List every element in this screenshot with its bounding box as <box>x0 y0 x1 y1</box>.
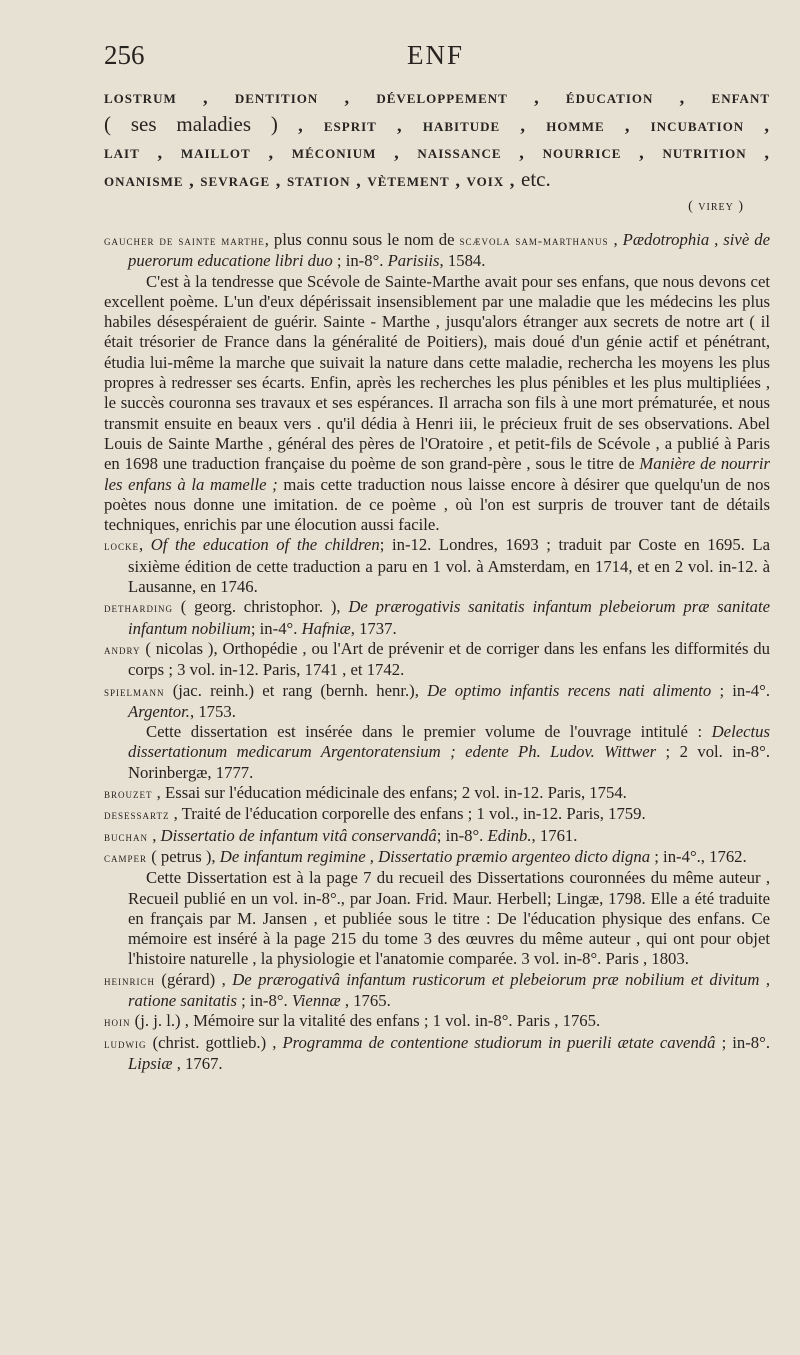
entry-text: ; in-4°. <box>711 680 770 700</box>
entry-text: ; in-12. Londres, 1693 ; traduit par Coste en 1695. La sixième édition de cette traduction a paru en 1 vol. à Amsterdam, en 1714, et en 2 vol. in-12. à Lausanne, en 1746. <box>128 535 770 597</box>
entry-text: ; in-4°. <box>250 618 302 638</box>
entry-text: , <box>139 535 151 555</box>
crossref-line-4-text: onanisme , sevrage , station , vètement , voix , <box>104 170 521 190</box>
entry-place: Argentor. <box>128 701 190 721</box>
entry-text: , <box>608 230 623 249</box>
crossref-line-2 <box>104 111 770 139</box>
page-number: 256 <box>104 40 145 70</box>
entry-place: Parisiis <box>387 251 440 271</box>
entry-year: , 1761. <box>531 825 578 845</box>
entry-author: camper <box>104 850 148 865</box>
entry-text: (j. j. l.) , Mémoire sur la vitalité des enfans ; 1 vol. in-8°. Paris , 1765. <box>130 1011 601 1031</box>
entry-text: ; in-8°. <box>332 251 388 271</box>
paragraph-title: Manière de nourrir les enfans à la mamelle ; <box>104 454 770 494</box>
bib-entry-brouzet <box>104 783 770 804</box>
commentary-paragraph <box>104 272 770 536</box>
bib-note-camper <box>104 868 770 969</box>
crossref-etc: etc. <box>521 167 551 191</box>
entry-text: (jac. reinh.) et rang (bernh. henr.), <box>164 680 428 700</box>
entry-text: (christ. gottlieb.) , <box>146 1032 283 1052</box>
entry-title: Of the education of the children <box>150 535 380 555</box>
entry-title: De prærogativis sanitatis infantum plebeiorum præ sanitate infantum nobilium <box>128 597 770 638</box>
entry-title: Pædotrophia , sivè de puerorum educatione libri duo <box>128 230 770 271</box>
entry-year: , 1765. <box>340 990 391 1010</box>
entry-year: , 1737. <box>350 618 397 638</box>
bib-entry-hoin <box>104 1011 770 1032</box>
bib-entry-andry <box>104 639 770 681</box>
entry-author: hoin <box>104 1015 131 1030</box>
bibliography <box>104 230 770 1074</box>
note-text: Cette dissertation est insérée dans le premier volume de l'ouvrage intitulé : <box>146 722 712 742</box>
bib-entry-desessartz <box>104 804 770 825</box>
entry-place: Hafniæ <box>301 618 351 638</box>
entry-text: ( petrus ), <box>147 846 220 866</box>
bib-entry-buchan <box>104 826 770 847</box>
entry-author: detharding <box>104 601 173 616</box>
entry-text: ; in-8°. <box>436 825 488 845</box>
crossref-line-4 <box>104 166 770 194</box>
entry-author: desessartz <box>104 808 170 823</box>
bib-entry-spielmann <box>104 681 770 723</box>
running-head: ENF <box>407 40 465 70</box>
entry-year: , 1767. <box>172 1053 223 1073</box>
entry-text: ( georg. christophor. ), <box>173 597 349 617</box>
paragraph-text-end: mais cette traduction nous laisse encore à désirer que quelqu'un de nos poètes nous donne une imitation. de ce poème , où l'on est surpris de trouver tant de détails techniques, enrichis par une élocution aussi facile. <box>104 474 770 535</box>
entry-title: De prærogativâ infantum rusticorum et plebeiorum præ nobilium et divitum , ratione sanitatis <box>128 969 770 1010</box>
entry-text: , Traité de l'éducation corporelle des enfans ; 1 vol., in-12. Paris, 1759. <box>169 804 646 824</box>
note-text: Cette Dissertation est à la page 7 du recueil des Dissertations couronnées du même auteur , Recueil publié en un vol. in-8°., par Joan. Frid. Maur. Herbell; Lingæ, 1798. Elle a été traduite en français par M. Jansen , et publiée sous le titre : De l'éducation physique des enfans. Ce mémoire est inséré à la page 215 du tome 3 des œuvres du même auteur , qui ont pour objet l'histoire naturelle , la physiologie et l'anatomie comparée. 3 vol. in-8°. Paris , 1803. <box>128 868 770 969</box>
article-author: ( virey ) <box>688 199 744 214</box>
bib-entry-heinrich <box>104 970 770 1012</box>
entry-title: Dissertatio de infantum vitâ conservandâ <box>160 825 437 845</box>
entry-text: ; in-4°., 1762. <box>650 846 747 866</box>
bib-note-spielmann <box>104 722 770 783</box>
page-header <box>104 40 770 84</box>
bib-entry-camper <box>104 847 770 868</box>
entry-year: , 1753. <box>189 701 236 721</box>
entry-text: (gérard) , <box>155 969 233 989</box>
bib-entry-detharding <box>104 597 770 639</box>
entry-place: Viennæ <box>291 990 341 1010</box>
entry-author: heinrich <box>104 973 155 988</box>
entry-author: brouzet <box>104 787 153 802</box>
paragraph-text: C'est à la tendresse que Scévole de Sainte-Marthe avait pour ses enfans, que nous devons cet excellent poème. L'un d'eux dépérissait insensiblement par une maladie que les médecins les plus habiles désespéraient de guérir. Sainte - Marthe , jusqu'alors étranger aux secrets de notre art ( il était trésorier de France dans la généralité de Poitiers), mais doué d'un génie actif et pénétrant, étudia lui-même la marche que suivait la nature dans cette maladie, rechercha les moyens les plus propres à redresser ses écarts. Enfin, après les recherches les plus pénibles et les plus multipliées , le succès couronna ses travaux et ses espérances. Il arracha son fils à une mort prématurée, et nous transmit ensuite en beaux vers . qu'il dédia à Henri iii, le précieux fruit de ses observations. Abel Louis de Sainte Marthe , général des pères de l'Oratoire , et petit-fils de Scévole , a publié à Paris en 1698 une traduction française du poème de son grand-père , sous le titre de <box>104 271 770 474</box>
entry-text: ; in-8°. <box>236 990 292 1010</box>
entry-author-alias: scævola sam-marthanus <box>459 234 609 248</box>
entry-author: buchan <box>104 829 149 844</box>
cross-references <box>104 84 770 220</box>
entry-author: andry <box>104 642 141 657</box>
entry-title: De optimo infantis recens nati alimento <box>427 680 712 700</box>
crossref-maladies: ( ses maladies ) <box>104 112 278 136</box>
entry-place: Lipsiæ <box>128 1053 173 1073</box>
note-title: Delectus dissertationum medicarum Argentoratensium ; edente Ph. Ludov. Wittwer <box>128 722 770 762</box>
entry-text: ; in-8°. <box>715 1032 770 1052</box>
entry-title: Programma de contentione studiorum in puerili ætate cavendâ <box>282 1032 716 1052</box>
bib-entry-locke <box>104 535 770 597</box>
entry-title: De infantum regimine , Dissertatio præmio argenteo dicto digna <box>219 846 651 866</box>
entry-author: ludwig <box>104 1036 147 1051</box>
entry-author: gaucher de sainte marthe <box>104 234 265 248</box>
crossref-line-1: lostrum , dentition , développement , éducation , enfant <box>104 87 770 107</box>
crossref-line-2-rest: , esprit , habitude , homme , incubation , <box>277 115 770 135</box>
crossref-line-3: lait , maillot , méconium , naissance , nourrice , nutrition , <box>104 142 770 162</box>
bib-entry-gaucher <box>104 230 770 272</box>
entry-text: ( nicolas ), Orthopédie , ou l'Art de prévenir et de corriger dans les enfans les difformités du corps ; 3 vol. in-12. Paris, 1741 , et 1742. <box>128 638 770 680</box>
entry-text: , <box>148 825 161 845</box>
entry-text: , Essai sur l'éducation médicinale des enfans; 2 vol. in-12. Paris, 1754. <box>152 783 627 803</box>
note-text-end: ; 2 vol. in-8°. Norinbergæ, 1777. <box>128 742 770 782</box>
entry-place: Edinb. <box>487 825 532 845</box>
entry-author: spielmann <box>104 684 165 699</box>
entry-author: locke <box>104 539 139 554</box>
entry-text: , plus connu sous le nom de <box>264 230 460 249</box>
entry-year: , 1584. <box>439 251 486 271</box>
bib-entry-ludwig <box>104 1033 770 1075</box>
